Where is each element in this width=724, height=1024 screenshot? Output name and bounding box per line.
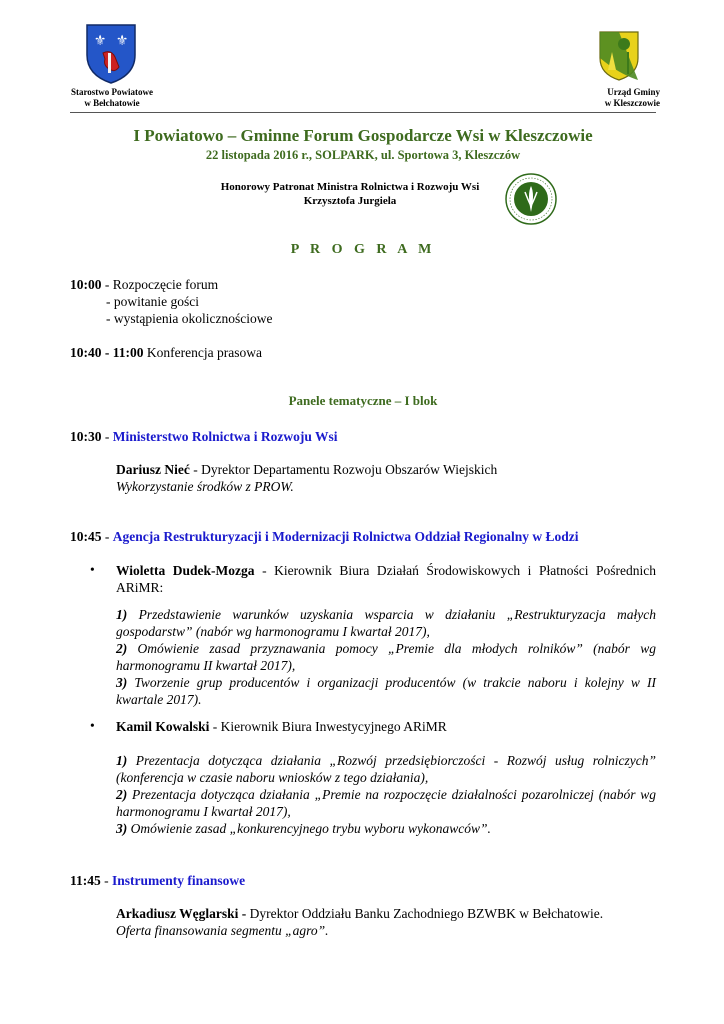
session3-time: 11:45 (70, 873, 101, 888)
session1-heading (70, 428, 337, 445)
press-text: Konferencja prasowa (143, 345, 262, 360)
gmina-coat-of-arms (598, 30, 640, 82)
speaker1-topic2-number: 2) (116, 641, 128, 656)
speaker2-topic1-number: 1) (116, 753, 128, 768)
press-line (70, 344, 262, 361)
session3-speaker: Arkadiusz Węglarski - (116, 906, 247, 921)
press-time: 10:40 - 11:00 (70, 345, 144, 360)
speaker2-topic2-number: 2) (116, 787, 128, 802)
speaker2-name: Kamil Kowalski (116, 719, 210, 734)
speaker1-topic2-text: Omówienie zasad przyznawania pomocy „Premie dla młodych rolników” (nabór wg harmonogramu II kwartał 2017), (116, 641, 656, 673)
speaker1-topic1 (116, 606, 656, 640)
session1-speaker: Dariusz Nieć (116, 462, 190, 477)
event-subtitle: 22 listopada 2016 r., SOLPARK, ul. Sportowa 3, Kleszczów (205, 148, 521, 162)
speaker2-line (116, 718, 447, 735)
opening-time: 10:00 (70, 277, 102, 292)
speaker1-topic2 (116, 640, 656, 674)
speaker2-topics (116, 752, 656, 837)
speaker2-topic1-text: Prezentacja dotycząca działania „Rozwój przedsiębiorczości - Rozwój usług rolniczych” (konferencja w czasie naboru wniosków z tego działania), (116, 753, 656, 785)
speaker1-topic1-text: Przedstawienie warunków uzyskania wsparcia w działaniu „Restrukturyzacja małych gospodarstw” (nabór wg harmonogramu I kwartał 2017), (116, 607, 656, 639)
right-org-name (560, 87, 660, 109)
starostwo-coat-of-arms (85, 23, 137, 85)
speaker2-topic3-text: Omówienie zasad „konkurencyjnego trybu wyboru wykonawców”. (127, 821, 491, 836)
left-org-line1: Starostwo Powiatowe (70, 87, 154, 97)
opening-line (70, 276, 218, 293)
speaker1-role: - Kierownik Biura Działań Środowiskowych i Płatności Pośrednich ARiMR: (116, 563, 656, 595)
speaker1-topic3-number: 3) (116, 675, 128, 690)
speaker1-topic3-text: Tworzenie grup producentów i organizacji producentów (w trakcie naboru i kolejny w II kwartale 2017). (116, 675, 656, 707)
speaker2-topic2-text: Prezentacja dotycząca działania „Premie na rozpoczęcie działalności pozarolniczej (nabór wg harmonogramu I kwartał 2017), (116, 787, 656, 819)
speaker1-topic1-number: 1) (116, 607, 128, 622)
left-org-name (55, 87, 169, 109)
session3-speaker-line (116, 905, 656, 922)
session1-org: Ministerstwo Rolnictwa i Rozwoju Wsi (112, 429, 338, 444)
right-org-line1: Urząd Gminy (607, 87, 660, 97)
right-org-line2: w Kleszczowie (604, 98, 660, 108)
session1-topic: Wykorzystanie środków z PROW. (116, 479, 294, 494)
speaker2-topic1 (116, 752, 656, 786)
patronage-line2: Krzysztofa Jurgiela (303, 195, 397, 207)
panel-heading: Panele tematyczne – I blok (288, 393, 438, 408)
opening-item2: - powitanie gości (106, 294, 199, 309)
speaker1-line (116, 562, 656, 596)
bullet-1: • (90, 562, 95, 577)
speaker1-name: Wioletta Dudek-Mozga (116, 563, 255, 578)
session2-sep: - (101, 529, 113, 544)
program-heading: P R O G R A M (290, 242, 436, 257)
session1-sep: - (101, 429, 113, 444)
speaker2-topic3 (116, 820, 656, 837)
speaker2-topic3-number: 3) (116, 821, 128, 836)
speaker2-role: - Kierownik Biura Inwestycyjnego ARiMR (209, 719, 447, 734)
session2-time: 10:45 (70, 529, 102, 544)
opening-item3: - wystąpienia okolicznościowe (106, 311, 273, 326)
patronage-line1: Honorowy Patronat Ministra Rolnictwa i Rozwoju Wsi (220, 181, 480, 193)
patronage (150, 180, 550, 208)
speaker1-topic3 (116, 674, 656, 708)
opening-item1: - Rozpoczęcie forum (101, 277, 219, 292)
session2-heading (70, 528, 578, 545)
session1-speaker-line (116, 461, 497, 478)
speaker1-topics (116, 606, 656, 708)
svg-text:⚜: ⚜ (93, 33, 107, 49)
ministry-emblem (504, 172, 558, 226)
page-title: I Powiatowo – Gminne Forum Gospodarcze Wsi w Kleszczowie (133, 126, 593, 145)
session3-role: Dyrektor Oddziału Banku Zachodniego BZWBK w Bełchatowie. (246, 906, 604, 921)
header-divider (70, 112, 656, 113)
session3-topic: Oferta finansowania segmentu „agro”. (116, 923, 329, 938)
speaker2-topic2 (116, 786, 656, 820)
session3-org: Instrumenty finansowe (112, 873, 246, 888)
session1-role: - Dyrektor Departamentu Rozwoju Obszarów Wiejskich (189, 462, 498, 477)
svg-text:⚜: ⚜ (115, 33, 129, 49)
session2-org: Agencja Restrukturyzacji i Modernizacji Rolnictwa Oddział Regionalny w Łodzi (112, 529, 579, 544)
session3-sep: - (100, 873, 113, 888)
bullet-2: • (90, 718, 95, 733)
left-org-line2: w Bełchatowie (84, 98, 140, 108)
session1-time: 10:30 (70, 429, 102, 444)
session3-heading (70, 872, 245, 889)
